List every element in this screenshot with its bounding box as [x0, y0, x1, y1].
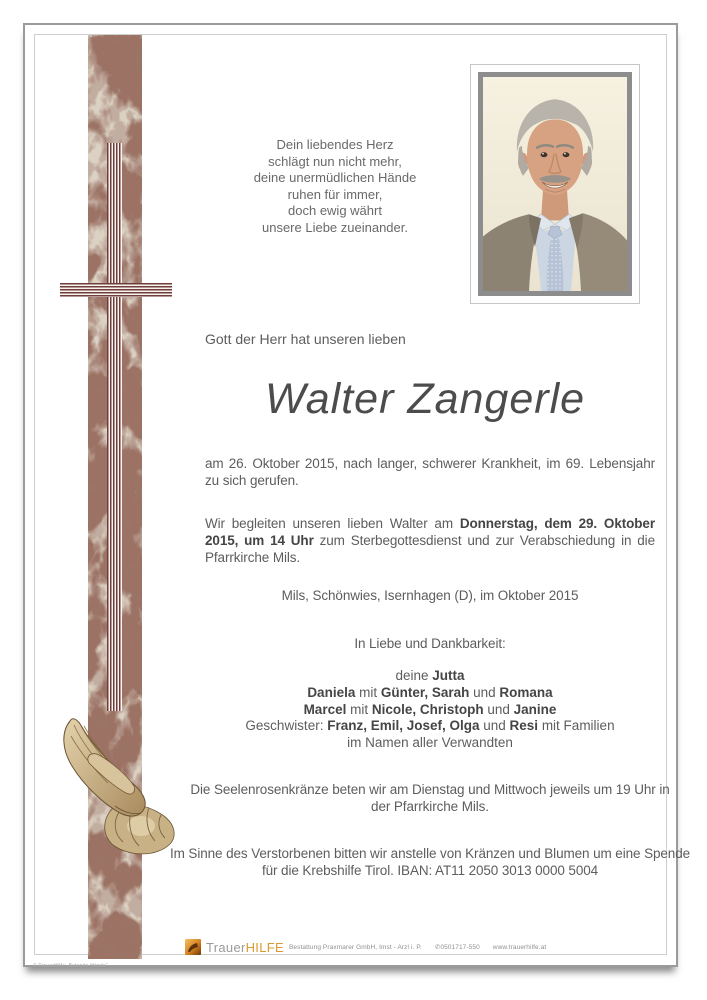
footer: [185, 937, 546, 957]
brand-trauer: Trauer: [206, 939, 246, 955]
phone-number: ✆0501717-550: [434, 944, 480, 951]
gratitude-heading: In Liebe und Dankbarkeit:: [354, 636, 506, 651]
website: www.trauerhilfe.at: [492, 943, 547, 951]
cross-vertical-bar: [107, 143, 122, 711]
trauerhilfe-logo: [206, 940, 284, 955]
memorial-card: [23, 23, 691, 969]
memorial-poem: Dein liebendes Herz schlägt nun nicht mehr, deine unermüdlichen Hände ruhen für immer, doch ewig währt unsere Liebe zueinander.: [253, 137, 417, 235]
funeral-paragraph: Wir begleiten unseren lieben Walter am Donnerstag, dem 29. Oktober 2015, um 14 Uhr zum Sterbegottesdienst und zur Verabschiedung in die Pfarrkirche Mils.: [205, 516, 655, 565]
phone-icon: ✆: [434, 944, 441, 951]
deceased-name: Walter Zangerle: [264, 375, 586, 423]
dateline: Mils, Schönwies, Isernhagen (D), im Oktober 2015: [281, 588, 579, 603]
trauerhilfe-logo-icon: [185, 939, 201, 955]
brand-hilfe: HILFE: [245, 939, 284, 955]
intro-line: Gott der Herr hat unseren lieben: [205, 331, 406, 347]
rosary-paragraph: Die Seelenrosenkränze beten wir am Dienstag und Mittwoch jeweils um 19 Uhr in der Pfarrkirche Mils.: [190, 782, 670, 814]
portrait-photo: [470, 64, 640, 304]
praying-hands-icon: [53, 713, 181, 861]
family-list: deine Jutta Daniela mit Günter, Sarah und Romana Marcel mit Nicole, Christoph und Janine Geschwister: Franz, Emil, Josef, Olga und Resi mit Familien im Namen aller Verwandten: [245, 668, 615, 751]
death-paragraph: am 26. Oktober 2015, nach langer, schwerer Krankheit, im 69. Lebensjahr zu sich gerufen.: [205, 456, 655, 488]
donation-paragraph: Im Sinne des Verstorbenen bitten wir anstelle von Kränzen und Blumen um eine Spende für die Krebshilfe Tirol. IBAN: AT11 2050 3013 0000 5004: [169, 846, 691, 878]
company-name: Bestattung Praxmarer GmbH, Imst - Arzl i. P.: [288, 943, 422, 951]
photo-frame: [478, 72, 632, 296]
cross-horizontal-bar: [60, 283, 172, 297]
copyright-note: © TrauerHilfe „Betende Hände“: [33, 963, 108, 969]
portrait-of-deceased: [483, 77, 627, 291]
praying-hands-image: [53, 713, 181, 861]
